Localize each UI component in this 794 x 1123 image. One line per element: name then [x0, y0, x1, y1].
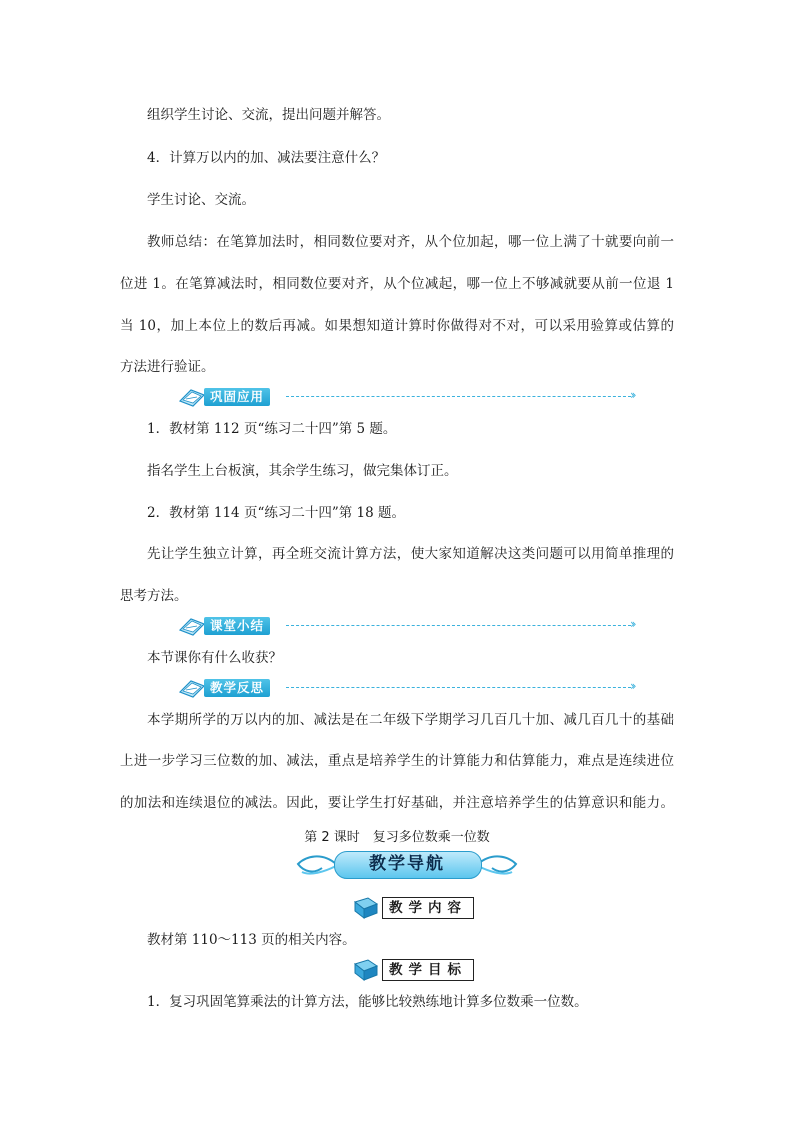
- book-icon: [178, 616, 206, 636]
- exercise-2-instruction-line-2: 思考方法。: [120, 588, 188, 604]
- reflection-line-3: 的加法和连续退位的减法。因此，要让学生打好基础，并注意培养学生的估算意识和能力。: [120, 795, 674, 811]
- banner-title: 教学导航: [369, 854, 445, 874]
- exercise-2-instruction-line-1: 先让学生独立计算，再全班交流计算方法，使大家知道解决这类问题可以用简单推理的: [147, 546, 674, 562]
- teacher-summary-line-4: 方法进行验证。: [120, 359, 215, 375]
- section-title: 课堂小结: [204, 617, 270, 635]
- question-4: 4．计算万以内的加、减法要注意什么？: [147, 150, 386, 166]
- reflection-line-1: 本学期所学的万以内的加、减法是在二年级下学期学习几百几十加、减几百几十的基础: [147, 712, 674, 728]
- dashed-divider: [286, 625, 631, 626]
- book-icon: [178, 387, 206, 407]
- reflection-line-2: 上进一步学习三位数的加、减法，重点是培养学生的计算能力和估算能力，难点是连续进位: [120, 753, 674, 769]
- dashed-divider: [286, 687, 631, 688]
- exercise-2: 2．教材第 114 页“练习二十四”第 18 题。: [147, 505, 406, 521]
- double-chevron-right-icon: ››: [630, 617, 634, 631]
- section-reflection-header: [178, 677, 646, 699]
- section-summary-header: [178, 615, 646, 637]
- book-icon: [178, 678, 206, 698]
- teaching-goal-1: 1．复习巩固笔算乘法的计算方法，能够比较熟练地计算多位数乘一位数。: [147, 994, 588, 1010]
- paragraph-discuss: 组织学生讨论、交流，提出问题并解答。: [147, 107, 390, 123]
- lesson-title: 第 2 课时 复习多位数乘一位数: [304, 830, 490, 845]
- teacher-summary-line-1: 教师总结：在笔算加法时，相同数位要对齐，从个位加起，哪一位上满了十就要向前一: [147, 234, 674, 250]
- dashed-divider: [286, 396, 631, 397]
- header-box-label: 教学内容: [382, 897, 474, 919]
- section-title: 巩固应用: [204, 388, 270, 406]
- section-consolidate-header: [178, 386, 646, 408]
- book-stack-icon: [352, 896, 380, 920]
- double-chevron-right-icon: ››: [630, 679, 634, 693]
- double-chevron-right-icon: ››: [630, 388, 634, 402]
- teacher-summary-line-3: 当 10，加上本位上的数后再减。如果想知道计算时你做得对不对，可以采用验算或估算的: [120, 318, 674, 334]
- header-box-label: 教学目标: [382, 959, 474, 981]
- paragraph-student-discuss: 学生讨论、交流。: [147, 192, 255, 208]
- teaching-content-text: 教材第 110～113 页的相关内容。: [147, 932, 356, 948]
- book-stack-icon: [352, 958, 380, 982]
- teaching-guide-banner: [292, 848, 522, 880]
- exercise-1: 1．教材第 112 页“练习二十四”第 5 题。: [147, 421, 397, 437]
- section-title: 教学反思: [204, 679, 270, 697]
- exercise-1-instruction: 指名学生上台板演，其余学生练习，做完集体订正。: [147, 463, 458, 479]
- teacher-summary-line-2: 位进 1。在笔算减法时，相同数位要对齐，从个位减起，哪一位上不够减就要从前一位退 1: [120, 276, 674, 292]
- summary-question: 本节课你有什么收获？: [147, 650, 282, 666]
